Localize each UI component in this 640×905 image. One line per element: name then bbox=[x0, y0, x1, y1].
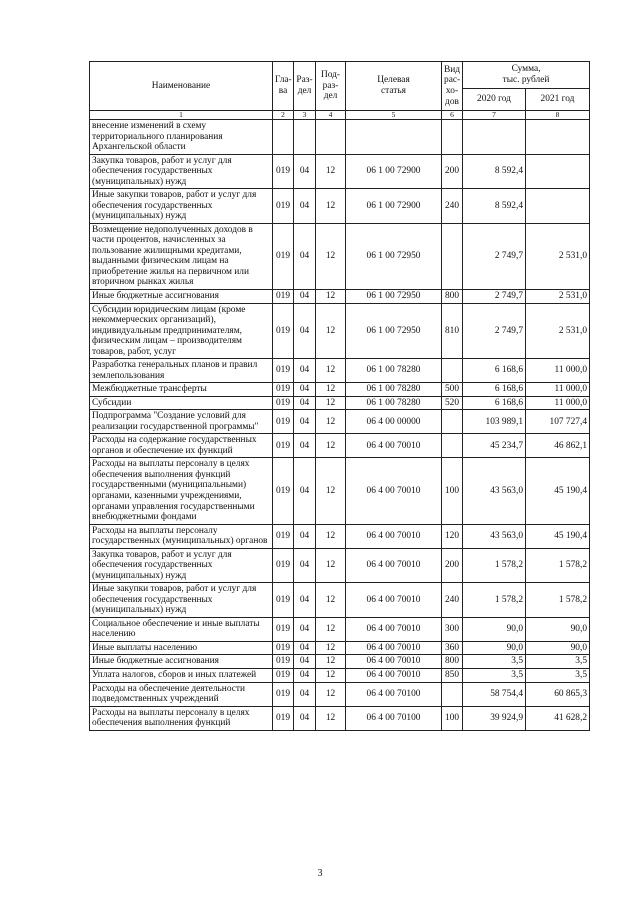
header-razdel: Раз- дел bbox=[294, 62, 316, 111]
cell-glava: 019 bbox=[273, 706, 294, 730]
table-row bbox=[90, 524, 590, 548]
header-year-2021: 2021 год bbox=[526, 89, 590, 111]
cell-razdel: 04 bbox=[294, 706, 316, 730]
cell-name: Возмещение недополученных доходов в части процентов, начисленных за пользование жилищными кредитами, выданными физическим лицам на приобретение жилья на первичном или вторичном рынках жилья bbox=[90, 223, 273, 289]
table-row bbox=[90, 303, 590, 359]
cell-sum-2021: 60 865,3 bbox=[526, 682, 590, 706]
cell-target: 06 4 00 70010 bbox=[346, 641, 442, 655]
cell-target: 06 4 00 70010 bbox=[346, 668, 442, 682]
cell-razdel: 04 bbox=[294, 223, 316, 289]
cell-podrazdel: 12 bbox=[316, 303, 346, 359]
cell-name: Расходы на выплаты персоналу государственных (муниципальных) органов bbox=[90, 524, 273, 548]
cell-glava: 019 bbox=[273, 303, 294, 359]
cell-podrazdel: 12 bbox=[316, 583, 346, 618]
cell-vid: 100 bbox=[442, 706, 463, 730]
cell-vid: 500 bbox=[442, 383, 463, 397]
cell-vid: 120 bbox=[442, 524, 463, 548]
page-number: 3 bbox=[317, 868, 323, 879]
cell-glava: 019 bbox=[273, 223, 294, 289]
cell-glava: 019 bbox=[273, 434, 294, 458]
cell-podrazdel bbox=[316, 120, 346, 155]
cell-target: 06 4 00 70010 bbox=[346, 617, 442, 641]
table-row bbox=[90, 189, 590, 224]
cell-sum-2020: 3,5 bbox=[463, 668, 526, 682]
column-number: 6 bbox=[442, 111, 463, 120]
cell-sum-2020: 6 168,6 bbox=[463, 359, 526, 383]
cell-sum-2020: 6 168,6 bbox=[463, 383, 526, 397]
cell-target: 06 4 00 70010 bbox=[346, 434, 442, 458]
cell-razdel: 04 bbox=[294, 189, 316, 224]
cell-sum-2021: 11 000,0 bbox=[526, 396, 590, 410]
cell-vid bbox=[442, 359, 463, 383]
cell-sum-2020: 45 234,7 bbox=[463, 434, 526, 458]
table-row bbox=[90, 668, 590, 682]
cell-glava: 019 bbox=[273, 359, 294, 383]
cell-razdel: 04 bbox=[294, 583, 316, 618]
cell-vid: 240 bbox=[442, 583, 463, 618]
cell-name: Социальное обеспечение и иные выплаты населению bbox=[90, 617, 273, 641]
cell-sum-2021 bbox=[526, 189, 590, 224]
column-number: 1 bbox=[90, 111, 273, 120]
cell-target: 06 4 00 70010 bbox=[346, 548, 442, 583]
cell-glava: 019 bbox=[273, 524, 294, 548]
cell-razdel: 04 bbox=[294, 641, 316, 655]
table-row bbox=[90, 410, 590, 434]
cell-name: Разработка генеральных планов и правил землепользования bbox=[90, 359, 273, 383]
cell-sum-2021 bbox=[526, 120, 590, 155]
cell-sum-2021: 1 578,2 bbox=[526, 583, 590, 618]
cell-name: Иные бюджетные ассигнования bbox=[90, 655, 273, 669]
cell-target: 06 4 00 00000 bbox=[346, 410, 442, 434]
cell-target: 06 1 00 72900 bbox=[346, 189, 442, 224]
cell-razdel: 04 bbox=[294, 682, 316, 706]
cell-sum-2021: 11 000,0 bbox=[526, 383, 590, 397]
cell-razdel: 04 bbox=[294, 359, 316, 383]
table-row bbox=[90, 396, 590, 410]
table-row bbox=[90, 383, 590, 397]
table-row bbox=[90, 223, 590, 289]
cell-sum-2020: 43 563,0 bbox=[463, 458, 526, 524]
cell-glava: 019 bbox=[273, 655, 294, 669]
cell-sum-2020: 2 749,7 bbox=[463, 289, 526, 303]
cell-podrazdel: 12 bbox=[316, 548, 346, 583]
table-header bbox=[90, 62, 590, 120]
cell-vid: 360 bbox=[442, 641, 463, 655]
cell-razdel: 04 bbox=[294, 410, 316, 434]
cell-glava: 019 bbox=[273, 383, 294, 397]
cell-name: Иные выплаты населению bbox=[90, 641, 273, 655]
cell-target: 06 4 00 70100 bbox=[346, 706, 442, 730]
cell-podrazdel: 12 bbox=[316, 396, 346, 410]
cell-vid: 200 bbox=[442, 548, 463, 583]
cell-sum-2021: 45 190,4 bbox=[526, 524, 590, 548]
cell-razdel: 04 bbox=[294, 617, 316, 641]
cell-vid bbox=[442, 682, 463, 706]
cell-podrazdel: 12 bbox=[316, 641, 346, 655]
cell-sum-2021: 45 190,4 bbox=[526, 458, 590, 524]
cell-target: 06 4 00 70010 bbox=[346, 655, 442, 669]
cell-target: 06 4 00 70010 bbox=[346, 583, 442, 618]
cell-name: Субсидии bbox=[90, 396, 273, 410]
column-number: 3 bbox=[294, 111, 316, 120]
cell-sum-2020: 58 754,4 bbox=[463, 682, 526, 706]
cell-glava: 019 bbox=[273, 682, 294, 706]
cell-sum-2021: 2 531,0 bbox=[526, 289, 590, 303]
cell-vid: 810 bbox=[442, 303, 463, 359]
cell-name: Расходы на обеспечение деятельности подведомственных учреждений bbox=[90, 682, 273, 706]
cell-target: 06 4 00 70010 bbox=[346, 524, 442, 548]
table-row bbox=[90, 120, 590, 155]
cell-podrazdel: 12 bbox=[316, 189, 346, 224]
table-row bbox=[90, 617, 590, 641]
cell-sum-2021: 46 862,1 bbox=[526, 434, 590, 458]
cell-razdel: 04 bbox=[294, 396, 316, 410]
cell-sum-2021: 11 000,0 bbox=[526, 359, 590, 383]
cell-sum-2020: 90,0 bbox=[463, 641, 526, 655]
table-row bbox=[90, 655, 590, 669]
cell-podrazdel: 12 bbox=[316, 154, 346, 189]
header-sum: Сумма, тыс. рублей bbox=[463, 62, 590, 89]
cell-sum-2020: 3,5 bbox=[463, 655, 526, 669]
cell-sum-2020: 8 592,4 bbox=[463, 154, 526, 189]
cell-podrazdel: 12 bbox=[316, 223, 346, 289]
cell-glava: 019 bbox=[273, 410, 294, 434]
cell-razdel: 04 bbox=[294, 524, 316, 548]
cell-glava: 019 bbox=[273, 154, 294, 189]
table-row bbox=[90, 641, 590, 655]
cell-podrazdel: 12 bbox=[316, 706, 346, 730]
cell-vid: 520 bbox=[442, 396, 463, 410]
cell-name: Закупка товаров, работ и услуг для обеспечения государственных (муниципальных) нужд bbox=[90, 154, 273, 189]
column-number: 4 bbox=[316, 111, 346, 120]
column-number: 2 bbox=[273, 111, 294, 120]
header-target: Целевая статья bbox=[346, 62, 442, 111]
table-row bbox=[90, 706, 590, 730]
cell-vid bbox=[442, 120, 463, 155]
cell-vid: 100 bbox=[442, 458, 463, 524]
cell-razdel: 04 bbox=[294, 434, 316, 458]
cell-sum-2021: 3,5 bbox=[526, 655, 590, 669]
cell-sum-2020: 90,0 bbox=[463, 617, 526, 641]
cell-podrazdel: 12 bbox=[316, 359, 346, 383]
cell-podrazdel: 12 bbox=[316, 410, 346, 434]
header-year-2020: 2020 год bbox=[463, 89, 526, 111]
cell-target bbox=[346, 120, 442, 155]
cell-sum-2021: 2 531,0 bbox=[526, 303, 590, 359]
cell-sum-2021: 90,0 bbox=[526, 641, 590, 655]
cell-name: Расходы на содержание государственных органов и обеспечение их функций bbox=[90, 434, 273, 458]
table-row bbox=[90, 289, 590, 303]
header-name: Наименование bbox=[90, 62, 273, 111]
cell-glava: 019 bbox=[273, 458, 294, 524]
cell-sum-2020: 39 924,9 bbox=[463, 706, 526, 730]
cell-razdel: 04 bbox=[294, 548, 316, 583]
cell-sum-2020 bbox=[463, 120, 526, 155]
cell-razdel: 04 bbox=[294, 289, 316, 303]
cell-name: Иные закупки товаров, работ и услуг для обеспечения государственных (муниципальных) нужд bbox=[90, 189, 273, 224]
cell-vid: 850 bbox=[442, 668, 463, 682]
cell-vid: 800 bbox=[442, 289, 463, 303]
column-number: 5 bbox=[346, 111, 442, 120]
table-row bbox=[90, 548, 590, 583]
cell-vid: 200 bbox=[442, 154, 463, 189]
cell-podrazdel: 12 bbox=[316, 289, 346, 303]
cell-name: Расходы на выплаты персоналу в целях обеспечения выполнения функций bbox=[90, 706, 273, 730]
cell-glava: 019 bbox=[273, 617, 294, 641]
cell-vid bbox=[442, 410, 463, 434]
table-body bbox=[90, 120, 590, 731]
cell-target: 06 1 00 72900 bbox=[346, 154, 442, 189]
cell-sum-2020: 2 749,7 bbox=[463, 223, 526, 289]
table-row bbox=[90, 359, 590, 383]
cell-glava: 019 bbox=[273, 289, 294, 303]
table-row bbox=[90, 583, 590, 618]
table-row bbox=[90, 154, 590, 189]
cell-name: Закупка товаров, работ и услуг для обеспечения государственных (муниципальных) нужд bbox=[90, 548, 273, 583]
cell-sum-2020: 43 563,0 bbox=[463, 524, 526, 548]
cell-vid: 300 bbox=[442, 617, 463, 641]
cell-podrazdel: 12 bbox=[316, 682, 346, 706]
column-number-row bbox=[90, 111, 590, 120]
cell-sum-2020: 8 592,4 bbox=[463, 189, 526, 224]
cell-sum-2020: 2 749,7 bbox=[463, 303, 526, 359]
cell-razdel: 04 bbox=[294, 668, 316, 682]
cell-podrazdel: 12 bbox=[316, 668, 346, 682]
cell-target: 06 1 00 72950 bbox=[346, 223, 442, 289]
cell-name: Подпрограмма "Создание условий для реализации государственной программы" bbox=[90, 410, 273, 434]
cell-target: 06 1 00 78280 bbox=[346, 359, 442, 383]
column-number: 8 bbox=[526, 111, 590, 120]
cell-podrazdel: 12 bbox=[316, 458, 346, 524]
column-number: 7 bbox=[463, 111, 526, 120]
cell-razdel: 04 bbox=[294, 655, 316, 669]
header-glava: Гла- ва bbox=[273, 62, 294, 111]
cell-name: Уплата налогов, сборов и иных платежей bbox=[90, 668, 273, 682]
cell-podrazdel: 12 bbox=[316, 655, 346, 669]
table-row bbox=[90, 458, 590, 524]
cell-razdel: 04 bbox=[294, 303, 316, 359]
cell-glava bbox=[273, 120, 294, 155]
cell-razdel: 04 bbox=[294, 383, 316, 397]
cell-razdel: 04 bbox=[294, 458, 316, 524]
cell-glava: 019 bbox=[273, 583, 294, 618]
cell-sum-2020: 103 989,1 bbox=[463, 410, 526, 434]
cell-glava: 019 bbox=[273, 189, 294, 224]
cell-name: Иные бюджетные ассигнования bbox=[90, 289, 273, 303]
cell-target: 06 1 00 78280 bbox=[346, 383, 442, 397]
cell-sum-2020: 1 578,2 bbox=[463, 548, 526, 583]
budget-table bbox=[89, 61, 590, 731]
header-vid: Вид рас- хо- дов bbox=[442, 62, 463, 111]
cell-vid bbox=[442, 223, 463, 289]
cell-razdel: 04 bbox=[294, 154, 316, 189]
cell-glava: 019 bbox=[273, 396, 294, 410]
cell-sum-2021: 107 727,4 bbox=[526, 410, 590, 434]
cell-podrazdel: 12 bbox=[316, 383, 346, 397]
cell-vid bbox=[442, 434, 463, 458]
cell-glava: 019 bbox=[273, 641, 294, 655]
cell-podrazdel: 12 bbox=[316, 434, 346, 458]
cell-name: Расходы на выплаты персоналу в целях обеспечения выполнения функций государственными (муниципальными) органами, казенными учреждениями, органами управления государственными внебюджетными фондами bbox=[90, 458, 273, 524]
cell-target: 06 1 00 72950 bbox=[346, 303, 442, 359]
cell-podrazdel: 12 bbox=[316, 617, 346, 641]
header-podrazdel: Под- раз- дел bbox=[316, 62, 346, 111]
cell-sum-2021: 41 628,2 bbox=[526, 706, 590, 730]
cell-name: Субсидии юридическим лицам (кроме некоммерческих организаций), индивидуальным предпринимателям, физическим лицам – производителям товаров, работ, услуг bbox=[90, 303, 273, 359]
cell-sum-2021: 90,0 bbox=[526, 617, 590, 641]
cell-sum-2021 bbox=[526, 154, 590, 189]
table-row bbox=[90, 434, 590, 458]
cell-sum-2020: 6 168,6 bbox=[463, 396, 526, 410]
cell-target: 06 4 00 70010 bbox=[346, 458, 442, 524]
cell-sum-2021: 3,5 bbox=[526, 668, 590, 682]
cell-vid: 800 bbox=[442, 655, 463, 669]
cell-razdel bbox=[294, 120, 316, 155]
table-row bbox=[90, 682, 590, 706]
cell-target: 06 4 00 70100 bbox=[346, 682, 442, 706]
cell-sum-2021: 1 578,2 bbox=[526, 548, 590, 583]
cell-glava: 019 bbox=[273, 668, 294, 682]
cell-glava: 019 bbox=[273, 548, 294, 583]
cell-vid: 240 bbox=[442, 189, 463, 224]
cell-target: 06 1 00 72950 bbox=[346, 289, 442, 303]
cell-target: 06 1 00 78280 bbox=[346, 396, 442, 410]
cell-name: внесение изменений в схему территориального планирования Архангельской области bbox=[90, 120, 273, 155]
cell-podrazdel: 12 bbox=[316, 524, 346, 548]
cell-name: Иные закупки товаров, работ и услуг для обеспечения государственных (муниципальных) нужд bbox=[90, 583, 273, 618]
cell-name: Межбюджетные трансферты bbox=[90, 383, 273, 397]
cell-sum-2020: 1 578,2 bbox=[463, 583, 526, 618]
cell-sum-2021: 2 531,0 bbox=[526, 223, 590, 289]
